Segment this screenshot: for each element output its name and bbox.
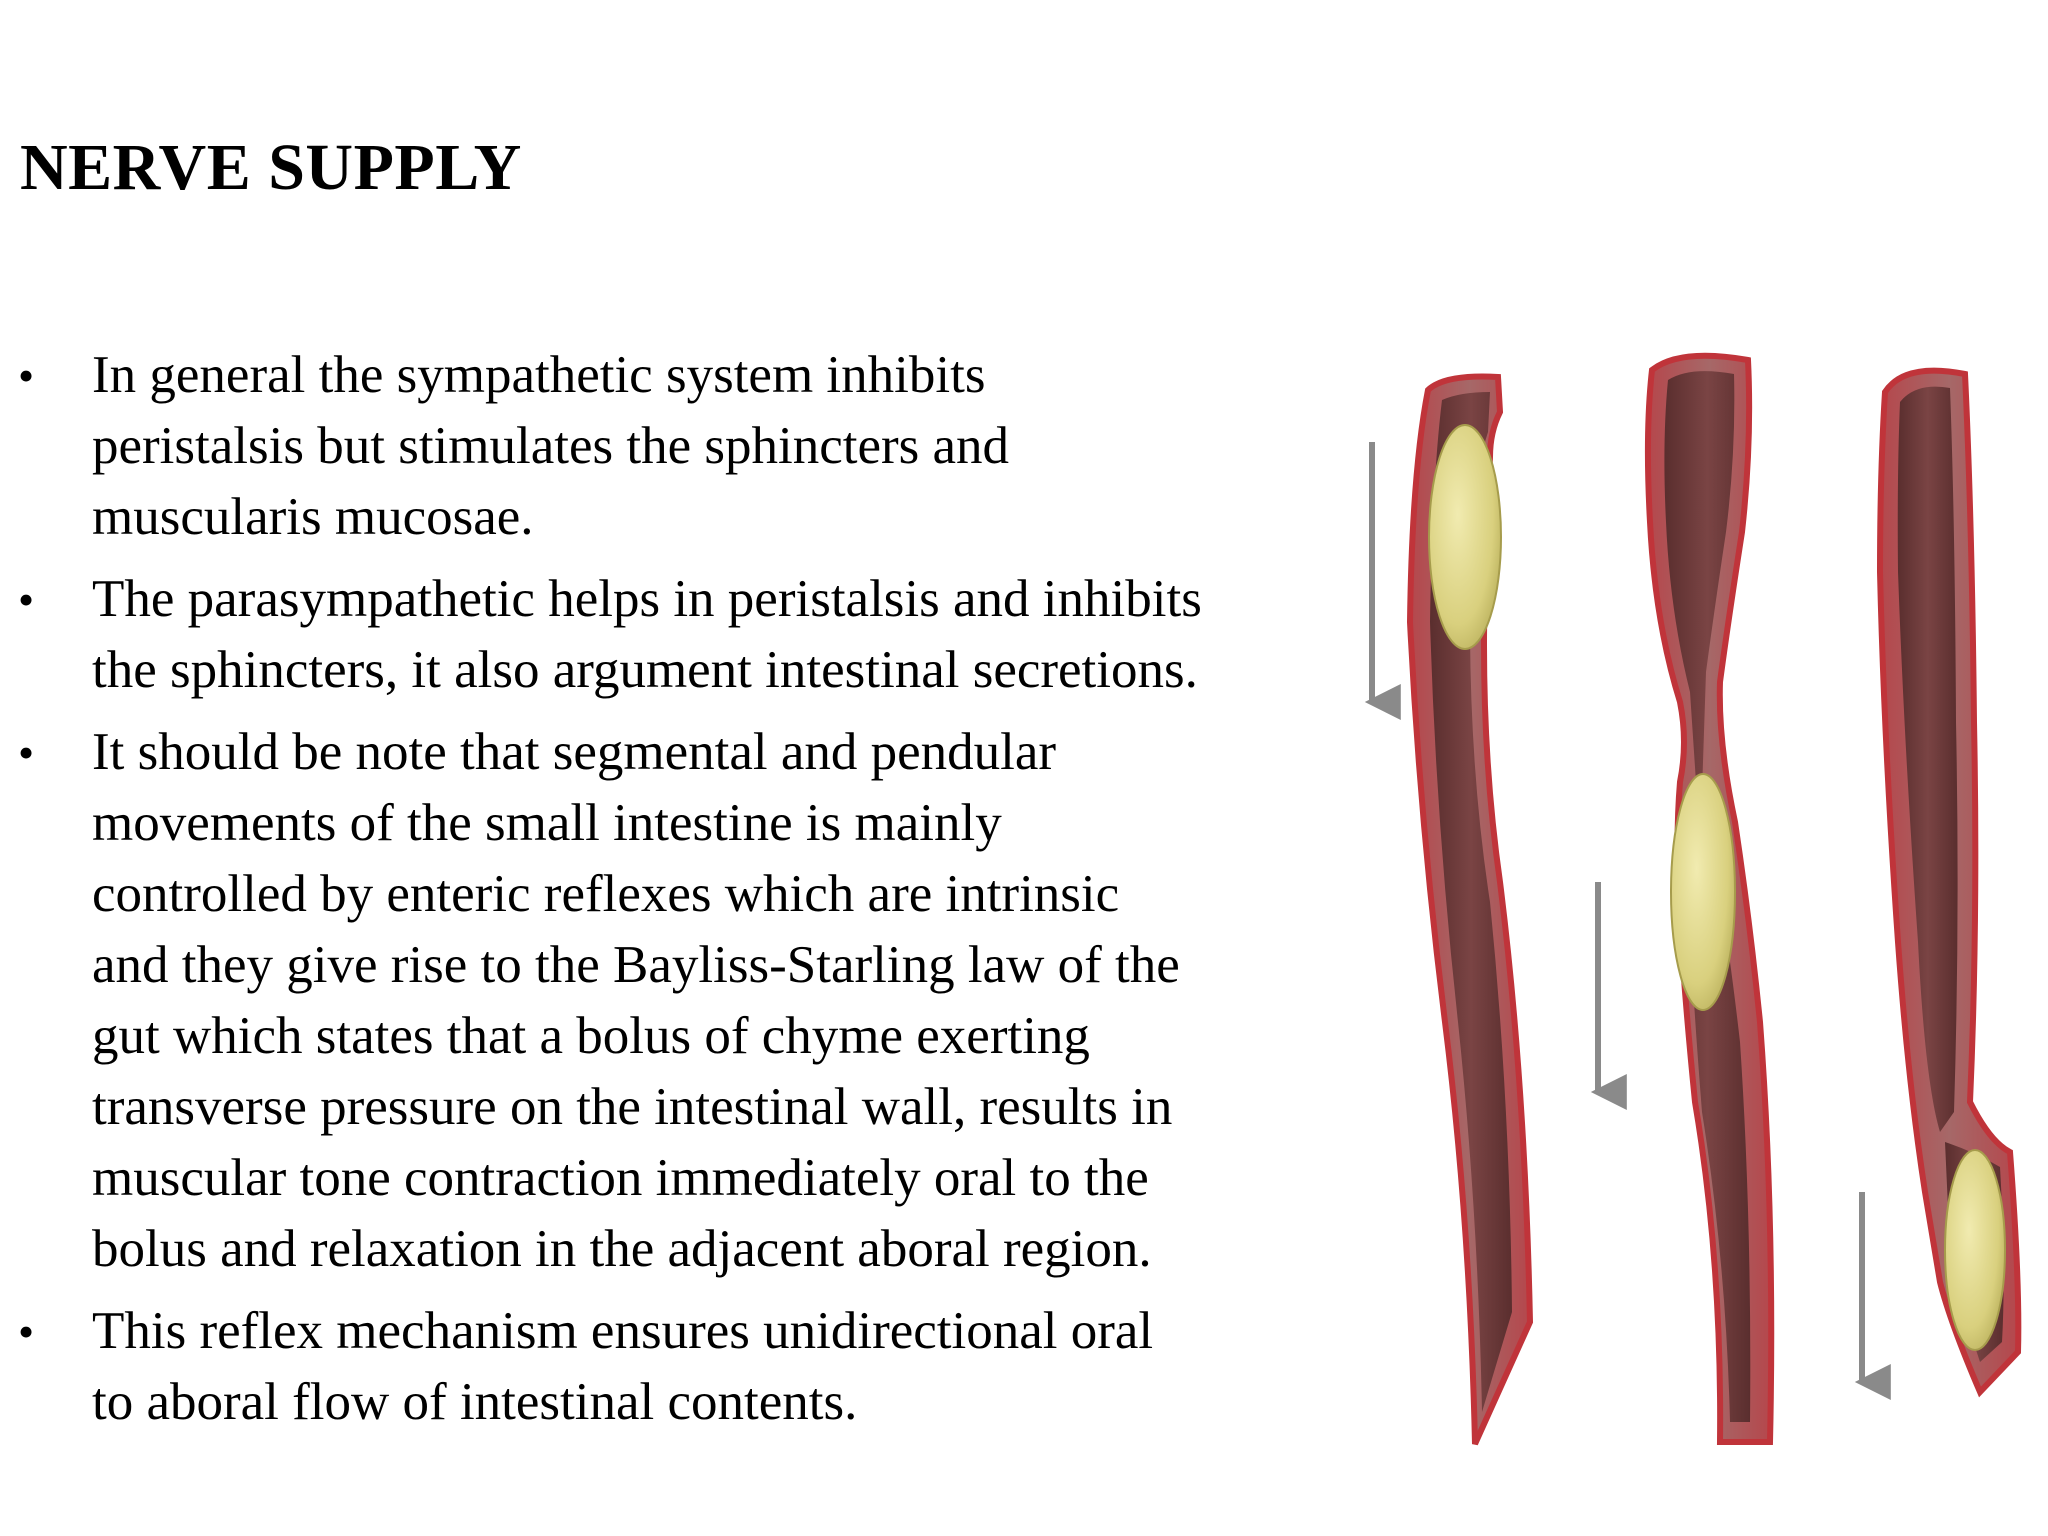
bullet-item — [0, 564, 1340, 706]
bullet-line: This reflex mechanism ensures unidirectional oral — [92, 1302, 1154, 1360]
bullet-line: In general the sympathetic system inhibits — [92, 346, 986, 404]
intestine-segment-2 — [1648, 356, 1771, 1442]
intestine-segment-3 — [1880, 371, 2018, 1392]
bullet-line: the sphincters, it also argument intestinal secretions. — [92, 641, 1198, 699]
bullet-line: movements of the small intestine is mainly — [92, 794, 1002, 852]
bullet-icon: • — [18, 350, 35, 401]
bullet-icon: • — [18, 1306, 35, 1357]
bullet-line: to aboral flow of intestinal contents. — [92, 1373, 858, 1431]
bullet-line: bolus and relaxation in the adjacent aboral region. — [92, 1220, 1152, 1278]
bolus-icon — [1429, 425, 1501, 649]
bullet-line: muscular tone contraction immediately oral to the — [92, 1149, 1149, 1207]
bullet-line: peristalsis but stimulates the sphincters and — [92, 417, 1010, 475]
slide-title: NERVE SUPPLY — [20, 131, 522, 204]
bullet-item — [0, 717, 1340, 1285]
bullet-line: It should be note that segmental and pendular — [92, 723, 1057, 781]
bullet-line: transverse pressure on the intestinal wall, results in — [92, 1078, 1173, 1136]
bullet-line: and they give rise to the Bayliss-Starling law of the — [92, 936, 1180, 994]
bullet-icon: • — [18, 727, 35, 778]
peristalsis-illustration — [1350, 322, 2048, 1456]
bullet-item — [0, 1296, 1340, 1438]
bullet-line: gut which states that a bolus of chyme exerting — [92, 1007, 1090, 1065]
bolus-icon — [1671, 774, 1735, 1010]
bullet-line: controlled by enteric reflexes which are intrinsic — [92, 865, 1120, 923]
bullet-item — [0, 340, 1340, 553]
bullet-line: The parasympathetic helps in peristalsis and inhibits — [92, 570, 1202, 628]
bullet-line: muscularis mucosae. — [92, 488, 534, 546]
bullet-list — [0, 340, 1340, 1449]
bullet-icon: • — [18, 574, 35, 625]
intestine-segment-1 — [1410, 377, 1530, 1444]
bolus-icon — [1945, 1150, 2005, 1350]
peristalsis-figure — [1350, 322, 2048, 1456]
